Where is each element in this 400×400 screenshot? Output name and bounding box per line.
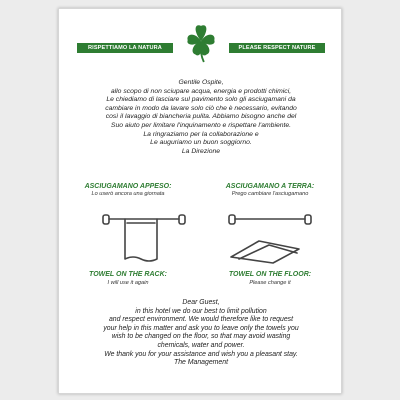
italian-line: Suo aiuto per limitare l'inquinamento e rispettare l'ambiente. [110,121,292,129]
italian-line: così il lavaggio di biancheria pulita. Abbiamo bisogno anche del [105,113,297,121]
rack-subtitle-english: I will use it again [107,280,149,286]
floor-title-english: TOWEL ON THE FLOOR: [228,271,312,278]
floor-subtitle-italian: Prego cambiare l'asciugamano [231,191,309,197]
italian-line: allo scopo di non sciupare acqua, energia e prodotti chimici, [110,87,292,95]
english-line: in this hotel we do our best to limit pollution [135,307,267,315]
italian-line: cambiare in modo da lavare solo ciò che è necessario, evitando [105,104,297,112]
italian-line: Gentile Ospite, [178,79,224,86]
rack-subtitle-italian: Lo userò ancora una giornata [91,191,165,197]
english-line: chemicals, water and power. [157,341,245,349]
english-line: your help in this matter and ask you to leave only the towels you [103,324,299,332]
floor-subtitle-english: Please change it [249,280,291,286]
floor-title-italian: ASCIUGAMANO A TERRA: [225,183,315,190]
notice-card [58,8,342,394]
english-message [69,299,333,368]
italian-line: Le chiediamo di lasciare sul pavimento solo gli asciugamani da [106,96,296,104]
towel-on-floor-icon [225,201,315,267]
italian-message [69,79,333,156]
four-leaf-clover-icon [182,22,220,64]
banner-italian: RISPETTIAMO LA NATURA [77,43,173,53]
english-line: We thank you for your assistance and wish you a pleasant stay. [104,350,298,358]
banner-english: PLEASE RESPECT NATURE [229,43,325,53]
english-line: wish to be changed on the floor, so that may avoid wasting [111,333,291,341]
italian-line: La ringraziamo per la collaborazione e [143,130,259,138]
english-line: Dear Guest, [182,299,220,306]
rack-title-italian: ASCIUGAMANO APPESO: [84,183,172,190]
towel-on-rack-icon [99,201,189,267]
rack-title-english: TOWEL ON THE RACK: [89,271,167,278]
english-line: and respect environment. We would therefore like to request [108,316,294,324]
english-line: The Management [173,359,228,367]
italian-line: La Direzione [181,147,221,155]
italian-line: Le auguriamo un buon soggiorno. [150,139,252,147]
